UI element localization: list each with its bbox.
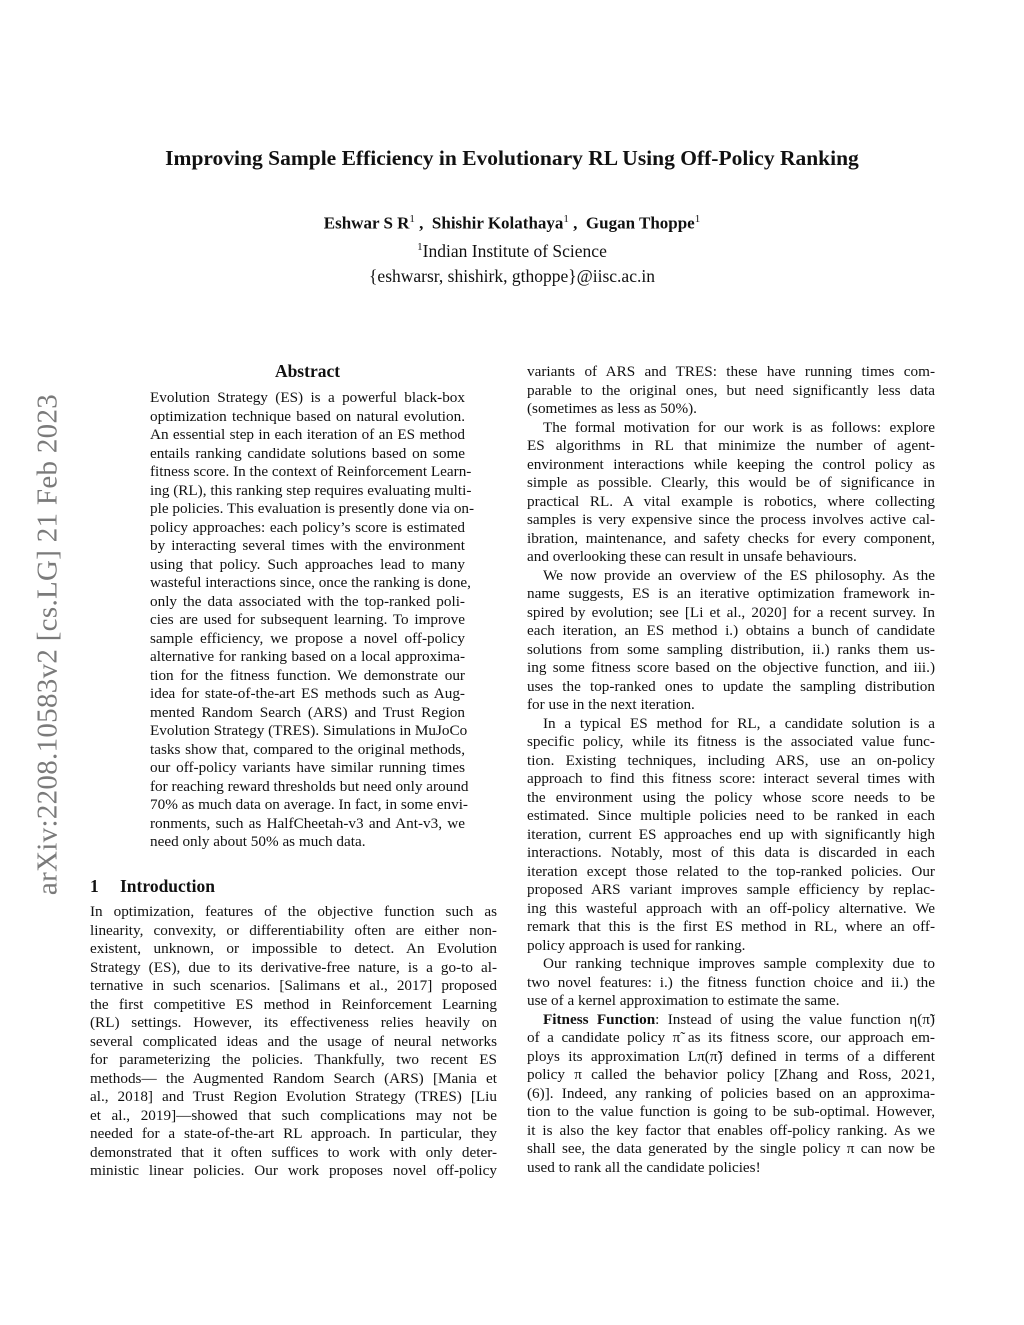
abstract-heading: Abstract xyxy=(274,361,341,381)
text-line: tion. Existing techniques, including ARS, use an on-policy xyxy=(527,751,935,769)
text-line: ploys its approximation Lπ(π̃) defined in terms of a different xyxy=(527,1047,935,1065)
text-line: practical RL. A vital example is robotics, where collecting xyxy=(527,492,935,510)
text-line: shall see, the data generated by the single policy π can now be xyxy=(527,1140,935,1157)
text-line: only the data associated with the top-ranked poli- xyxy=(150,592,465,610)
text-line: (6)]. Indeed, any ranking of policies based on an approxima- xyxy=(527,1084,935,1102)
author-name: Eshwar S R xyxy=(323,213,410,233)
author-affiliation-mark: 1 xyxy=(409,213,415,225)
paragraph xyxy=(527,955,935,1011)
text-line: the first competitive ES method in Reinforcement Learning xyxy=(90,995,497,1013)
text-line: parable to the original ones, but need significantly less data xyxy=(527,381,935,399)
affiliation-name: Indian Institute of Science xyxy=(422,241,607,261)
author-affiliation-mark: 1 xyxy=(563,213,569,225)
text-line: tasks show that, compared to the original methods, xyxy=(150,740,465,758)
text-line: cies are used for subsequent learning. To improve xyxy=(150,611,465,628)
text-line: policy approaches: each policy’s score is estimated xyxy=(150,518,465,536)
text-line: existent, unknown, or impossible to detect. An Evolution xyxy=(90,940,497,957)
paper-title: Improving Sample Efficiency in Evolutionary RL Using Off-Policy Ranking xyxy=(165,146,859,170)
text-line xyxy=(527,1011,935,1030)
text-line: idea for state-of-the-art ES methods such as Aug- xyxy=(150,685,465,702)
affiliation xyxy=(0,241,1024,262)
text-line: tion for the fitness function. We demonstrate our xyxy=(150,666,465,684)
text-line: The formal motivation for our work is as follows: explore xyxy=(543,418,935,436)
text-line: ple policies. This evaluation is presently done via on- xyxy=(150,500,475,517)
text-line: uses the top-ranked ones to update the sampling distribution xyxy=(527,677,935,695)
text-line: entails ranking candidate solutions based on some xyxy=(150,444,465,462)
text-line: samples is very expensive since the process involves active cal- xyxy=(527,511,935,528)
text-line: In optimization, features of the objective function such as xyxy=(90,903,497,920)
text-line: remark that this is the first ES method in RL, where an off- xyxy=(527,918,935,935)
text-line: by interacting several times with the environment xyxy=(150,537,465,554)
text-line: 70% as much data on average. In fact, in some envi- xyxy=(150,796,468,813)
text-line: ministic linear policies. Our work proposes novel off-policy xyxy=(90,1162,497,1179)
text-line: ronments, such as HalfCheetah-v3 and Ant-v3, we xyxy=(150,814,465,832)
author-affiliation-mark: 1 xyxy=(694,213,701,225)
text-line: tion to the value function is going to be sub-optimal. However, xyxy=(527,1103,935,1120)
text-line: iteration, current ES approaches end up with significantly high xyxy=(527,825,935,843)
paragraph xyxy=(90,903,497,1181)
text-line: policy approach is used for ranking. xyxy=(527,936,746,954)
text-line: policy π called the behavior policy [Zhang and Ross, 2021, xyxy=(527,1066,935,1083)
text-line: for reaching reward thresholds but need only around xyxy=(150,777,469,795)
text-line: Evolution Strategy (TRES). Simulations in MuJoCo xyxy=(150,722,468,739)
text-line: each iteration, an ES method i.) obtains a bunch of candidate xyxy=(527,622,935,639)
text-line: proposed ARS variant improves sample efficiency by replac- xyxy=(527,881,935,898)
text-line: several complicated ideas and the usage of neural networks xyxy=(90,1032,497,1050)
text-line: two novel features: i.) the fitness function choice and ii.) the xyxy=(527,973,935,991)
text-line: environment interactions while keeping the control policy as xyxy=(527,455,935,473)
text-line: demonstrated that it often suffices to work with only deter- xyxy=(90,1143,497,1161)
author-list: Eshwar S $R^1$ , Shishir Kolathaya$^1$ , Gugan Thoppe$^1$ xyxy=(323,213,701,233)
text-line: methods— the Augmented Random Search (ARS) [Mania et xyxy=(90,1069,497,1087)
right-column-body xyxy=(527,363,935,1177)
text-line: specific policy, while its fitness is the associated value func- xyxy=(527,733,935,750)
introduction-heading xyxy=(90,876,215,897)
author-name: Gugan Thoppe xyxy=(585,213,695,233)
text-line: use of a kernel approximation to estimate the same. xyxy=(527,992,840,1009)
text-line: solutions from some sampling distribution, ii.) ranks them us- xyxy=(527,640,935,658)
text-line: approach to find this fitness score: interact several times with xyxy=(527,770,935,787)
text-line: and overlooking these can result in unsafe behaviours. xyxy=(527,548,857,565)
text-line: mented Random Search (ARS) and Trust Region xyxy=(150,703,465,721)
paragraph xyxy=(527,567,935,715)
text-line: using that policy. Such approaches lead to many xyxy=(150,555,465,573)
text-line: Evolution Strategy (ES) is a powerful black-box xyxy=(150,389,465,406)
text-line: We now provide an overview of the ES philosophy. As the xyxy=(543,566,935,584)
text-line: our off-policy variants have similar running times xyxy=(150,759,465,776)
abstract-body xyxy=(150,389,475,852)
text-line: of a candidate policy π̃ as its fitness score, our approach em- xyxy=(527,1029,935,1046)
text-line: et al., 2019]—showed that such complications may not be xyxy=(90,1106,497,1124)
text-line: the environment using the policy whose score needs to be xyxy=(527,788,935,806)
text-line: need only about 50% as much data. xyxy=(150,833,366,850)
text-line: ing (RL), this ranking step requires evaluating multi- xyxy=(150,481,472,499)
author-emails: {eshwarsr, shishirk, gthoppe}@iisc.ac.in xyxy=(369,266,655,286)
text-line: sample efficiency, we propose a novel off-policy xyxy=(150,629,465,647)
text-line: linearity, convexity, or differentiability often are either non- xyxy=(90,921,497,939)
text-line: ibration, maintenance, and safety checks for every component, xyxy=(527,529,935,547)
text-line: al., 2018] and Trust Region Evolution Strategy (TRES) [Liu xyxy=(90,1088,497,1105)
paragraph xyxy=(527,1011,935,1178)
paragraph-lead: Fitness Function xyxy=(543,1010,656,1028)
section-title: Introduction xyxy=(120,876,215,896)
text-line: Strategy (ES), due to its derivative-free nature, is a go-to al- xyxy=(90,958,497,976)
text-line: used to rank all the candidate policies! xyxy=(527,1158,761,1176)
introduction-body xyxy=(90,903,497,1181)
text-line: iteration except those related to the top-ranked policies. Our xyxy=(527,862,935,880)
text-line: ES algorithms in RL that minimize the number of agent- xyxy=(527,437,935,454)
paragraph xyxy=(150,389,475,852)
text-line: spired by evolution; see [Li et al., 2020] for a recent survey. In xyxy=(527,603,935,621)
text-line-content: : Instead of using the value function η(π̃) xyxy=(655,1010,935,1028)
paragraph xyxy=(527,363,935,419)
text-line: wasteful interactions since, once the ranking is done, xyxy=(150,574,471,591)
text-line: ing this wasteful approach with an off-policy alternative. We xyxy=(527,899,935,917)
text-line: An essential step in each iteration of an ES method xyxy=(150,426,465,443)
paragraph xyxy=(527,715,935,956)
text-line: Our ranking technique improves sample complexity due to xyxy=(543,955,935,972)
text-line: optimization technique based on natural evolution. xyxy=(150,407,465,425)
text-line: fitness score. In the context of Reinforcement Learn- xyxy=(150,463,472,480)
arxiv-stamp: arXiv:2208.10583v2 [cs.LG] 21 Feb 2023 xyxy=(31,393,64,896)
text-line: In a typical ES method for RL, a candidate solution is a xyxy=(543,714,935,732)
text-line: needed for a state-of-the-art RL approach. In particular, they xyxy=(90,1125,497,1142)
text-line: interactions. Notably, most of this data is discarded in each xyxy=(527,844,935,861)
text-line: ing some fitness score based on the objective function, and iii.) xyxy=(527,659,935,676)
paragraph xyxy=(527,419,935,567)
text-line: simple as possible. Clearly, this would be of significance in xyxy=(527,474,935,491)
section-number: 1 xyxy=(90,876,99,896)
text-line: for use in the next iteration. xyxy=(527,696,695,713)
text-line: (sometimes as less as 50%). xyxy=(527,400,697,417)
text-line: variants of ARS and TRES: these have running times com- xyxy=(527,363,935,380)
affiliation-mark: 1 xyxy=(417,241,423,254)
text-line: for parameterizing the policies. Thankfully, two recent ES xyxy=(90,1051,497,1068)
text-line: ternative in such scenarios. [Salimans et al., 2017] proposed xyxy=(90,977,497,994)
text-line: estimated. Since multiple policies need to be ranked in each xyxy=(527,807,935,824)
text-line: name suggests, ES is an iterative optimization framework in- xyxy=(527,585,935,602)
text-line: (RL) settings. However, its effectiveness relies heavily on xyxy=(90,1014,497,1031)
author-name: Shishir Kolathaya xyxy=(431,213,564,233)
text-line: it is also the key factor that enables off-policy ranking. As we xyxy=(527,1121,935,1139)
text-line: alternative for ranking based on a local approxima- xyxy=(150,648,465,665)
